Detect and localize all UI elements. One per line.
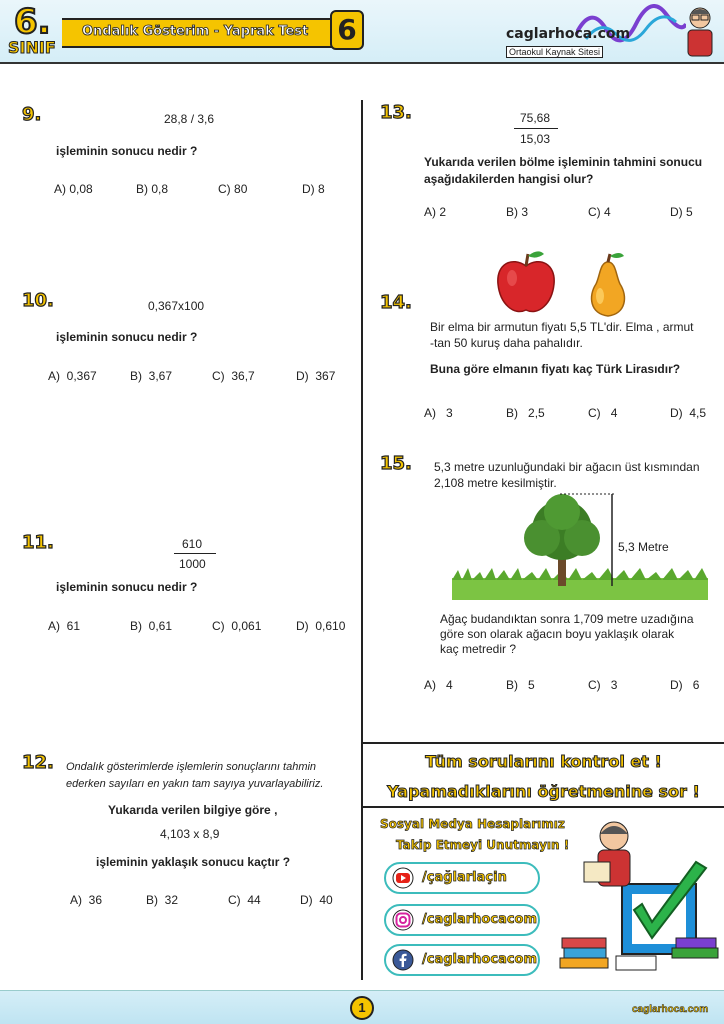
option-letter: C) xyxy=(588,205,601,219)
grade-box xyxy=(4,4,64,60)
option-value: 4 xyxy=(446,678,453,692)
question-12-lead: Yukarıda verilen bilgiye göre , xyxy=(108,803,278,817)
option-letter: C) xyxy=(218,182,231,196)
question-9-option-c[interactable] xyxy=(218,182,247,196)
section-divider xyxy=(363,742,724,744)
question-12-info-line-1: Ondalık gösterimlerde işlemlerin sonuçlarını tahmin xyxy=(66,761,317,773)
option-value: 0,610 xyxy=(315,619,346,633)
question-15-text-line-1: 5,3 metre uzunluğundaki bir ağacın üst kısmından xyxy=(434,460,700,474)
question-15-text-line-4: göre son olarak ağacın boyu yaklaşık olarak xyxy=(440,627,675,641)
apple-icon xyxy=(494,248,558,316)
grade-number: 6. xyxy=(14,2,51,42)
option-letter: B) xyxy=(506,205,518,219)
option-letter: A) xyxy=(424,678,436,692)
question-10-option-d[interactable] xyxy=(296,369,335,383)
option-value: 40 xyxy=(319,893,333,907)
option-value: 3 xyxy=(610,678,618,692)
option-value: 4 xyxy=(604,205,611,219)
title-bar xyxy=(62,18,342,48)
question-12-expression: 4,103 x 8,9 xyxy=(160,827,220,841)
facebook-icon xyxy=(392,949,414,971)
option-value: 2,5 xyxy=(528,406,545,420)
question-15-text-line-2: 2,108 metre kesilmiştir. xyxy=(434,476,557,490)
question-9-option-d[interactable] xyxy=(302,182,325,196)
question-15-option-d[interactable] xyxy=(670,678,699,692)
option-letter: A) xyxy=(48,619,60,633)
question-13-option-b[interactable] xyxy=(506,205,528,219)
question-13-number: 13. xyxy=(380,102,412,123)
question-12-option-c[interactable] xyxy=(228,893,261,907)
option-letter: B) xyxy=(506,406,518,420)
worksheet-title: Ondalık Gösterim - Yaprak Test xyxy=(82,24,309,39)
question-14-option-b[interactable] xyxy=(506,406,545,420)
question-15-option-a[interactable] xyxy=(424,678,453,692)
option-letter: C) xyxy=(588,406,601,420)
question-11-option-d[interactable] xyxy=(296,619,345,633)
section-divider xyxy=(363,806,724,808)
question-15-text-line-5: kaç metredir ? xyxy=(440,642,517,656)
question-10-prompt: işleminin sonucu nedir ? xyxy=(56,330,198,344)
question-14-prompt: Buna göre elmanın fiyatı kaç Türk Lirasıdır? xyxy=(430,362,681,376)
banner-ask-teacher: Yapamadıklarını öğretmenine sor ! xyxy=(387,782,700,801)
question-11-denominator: 1000 xyxy=(179,557,206,571)
option-letter: C) xyxy=(228,893,241,907)
question-9-option-a[interactable] xyxy=(54,182,93,196)
question-14-text-line-1: Bir elma bir armutun fiyatı 5,5 TL'dir. Elma , armut xyxy=(430,320,694,334)
option-value: 32 xyxy=(164,893,179,907)
option-value: 0,61 xyxy=(148,619,173,633)
option-value: 36 xyxy=(88,893,103,907)
question-14-number: 14. xyxy=(380,292,412,313)
option-letter: B) xyxy=(136,182,148,196)
question-14-option-a[interactable] xyxy=(424,406,453,420)
youtube-icon xyxy=(392,867,414,889)
option-value: 3 xyxy=(446,406,453,420)
option-letter: B) xyxy=(146,893,158,907)
question-12-option-b[interactable] xyxy=(146,893,178,907)
option-letter: C) xyxy=(212,619,225,633)
instagram-handle: /caglarhocacom xyxy=(422,912,538,927)
option-value: 0,367 xyxy=(66,369,97,383)
site-logo: caglarhoca.com xyxy=(506,26,631,42)
question-15-number: 15. xyxy=(380,453,412,474)
question-11-option-b[interactable] xyxy=(130,619,172,633)
option-value: 367 xyxy=(315,369,336,383)
page-header xyxy=(0,0,724,64)
question-10-option-c[interactable] xyxy=(212,369,255,383)
tree-height-label: 5,3 Metre xyxy=(618,540,669,554)
question-11-option-a[interactable] xyxy=(48,619,80,633)
option-value: 0,8 xyxy=(151,182,169,196)
question-13-option-d[interactable] xyxy=(670,205,693,219)
question-15-option-b[interactable] xyxy=(506,678,535,692)
option-letter: D) xyxy=(300,893,313,907)
option-value: 6 xyxy=(692,678,700,692)
option-letter: D) xyxy=(670,406,683,420)
question-9-number: 9. xyxy=(22,104,42,125)
question-13-prompt-line-1: Yukarıda verilen bölme işleminin tahmini sonucu xyxy=(424,155,703,169)
option-letter: B) xyxy=(130,369,142,383)
question-13-denominator: 15,03 xyxy=(520,132,551,146)
grade-badge: 6 xyxy=(330,10,364,50)
option-value: 4 xyxy=(610,406,618,420)
facebook-handle: /caglarhocacom xyxy=(422,952,538,967)
question-11-number: 11. xyxy=(22,532,54,553)
option-letter: B) xyxy=(506,678,518,692)
site-subtitle: Ortaokul Kaynak Sitesi xyxy=(506,46,603,58)
question-13-numerator: 75,68 xyxy=(520,111,551,125)
column-divider xyxy=(361,100,363,980)
question-12-info-line-2: ederken sayıları en yakın tam sayıya yuvarlayabiliriz. xyxy=(66,778,324,790)
option-letter: A) xyxy=(424,406,436,420)
facebook-link[interactable] xyxy=(384,944,540,976)
question-9-prompt: işleminin sonucu nedir ? xyxy=(56,144,198,158)
question-9-expression: 28,8 / 3,6 xyxy=(164,112,215,126)
option-letter: D) xyxy=(296,369,309,383)
teacher-avatar-icon xyxy=(682,4,718,58)
question-13-option-a[interactable] xyxy=(424,205,446,219)
question-10-number: 10. xyxy=(22,290,54,311)
question-14-text-line-2: -tan 50 kuruş daha pahalıdır. xyxy=(430,336,583,350)
instagram-link[interactable] xyxy=(384,904,540,936)
question-12-option-d[interactable] xyxy=(300,893,333,907)
option-value: 36,7 xyxy=(231,369,255,383)
option-value: 8 xyxy=(318,182,325,196)
option-letter: A) xyxy=(70,893,82,907)
question-9-option-b[interactable] xyxy=(136,182,168,196)
question-12-prompt: işleminin yaklaşık sonucu kaçtır ? xyxy=(96,855,291,869)
question-10-option-a[interactable] xyxy=(48,369,97,383)
option-letter: A) xyxy=(424,205,436,219)
option-letter: C) xyxy=(212,369,225,383)
question-13-option-c[interactable] xyxy=(588,205,611,219)
teacher-with-checkmark-icon xyxy=(556,814,722,978)
option-letter: D) xyxy=(670,678,683,692)
question-12-option-a[interactable] xyxy=(70,893,102,907)
youtube-link[interactable] xyxy=(384,862,540,894)
option-value: 44 xyxy=(247,893,261,907)
option-value: 0,061 xyxy=(231,619,262,633)
option-value: 3 xyxy=(521,205,529,219)
question-14-option-d[interactable] xyxy=(670,406,706,420)
social-media-subtitle: Takip Etmeyi Unutmayın ! xyxy=(396,838,570,852)
option-value: 5 xyxy=(528,678,535,692)
option-value: 5 xyxy=(686,205,693,219)
question-15-text-line-3: Ağaç budandıktan sonra 1,709 metre uzadığına xyxy=(440,612,694,626)
option-letter: A) xyxy=(48,369,60,383)
question-11-option-c[interactable] xyxy=(212,619,261,633)
question-13-prompt-line-2: aşağıdakilerden hangisi olur? xyxy=(424,172,594,186)
option-value: 0,08 xyxy=(69,182,93,196)
option-letter: D) xyxy=(670,205,683,219)
option-value: 3,67 xyxy=(148,369,173,383)
page-number: 1 xyxy=(350,996,374,1020)
question-10-expression: 0,367x100 xyxy=(148,299,205,313)
question-10-option-b[interactable] xyxy=(130,369,172,383)
pear-icon xyxy=(584,252,632,318)
question-12-number: 12. xyxy=(22,752,54,773)
option-letter: D) xyxy=(302,182,315,196)
option-value: 80 xyxy=(234,182,248,196)
option-letter: B) xyxy=(130,619,142,633)
fraction-bar xyxy=(174,553,216,554)
option-value: 61 xyxy=(66,619,81,633)
fraction-bar xyxy=(514,128,558,129)
option-value: 2 xyxy=(439,205,447,219)
question-11-numerator: 610 xyxy=(182,537,203,551)
footer-site-logo: caglarhoca.com xyxy=(632,1004,709,1015)
option-letter: A) xyxy=(54,182,66,196)
option-letter: C) xyxy=(588,678,601,692)
banner-check-answers: Tüm sorularını kontrol et ! xyxy=(425,752,662,771)
option-value: 4,5 xyxy=(689,406,707,420)
question-15-option-c[interactable] xyxy=(588,678,617,692)
grade-label: SINIF xyxy=(8,38,56,57)
question-11-prompt: işleminin sonucu nedir ? xyxy=(56,580,198,594)
instagram-icon xyxy=(392,909,414,931)
social-media-title: Sosyal Medya Hesaplarımız xyxy=(380,817,565,831)
option-letter: D) xyxy=(296,619,309,633)
tree-illustration-icon xyxy=(452,490,708,604)
question-14-option-c[interactable] xyxy=(588,406,617,420)
youtube-handle: /çağlarlaçin xyxy=(422,870,507,885)
